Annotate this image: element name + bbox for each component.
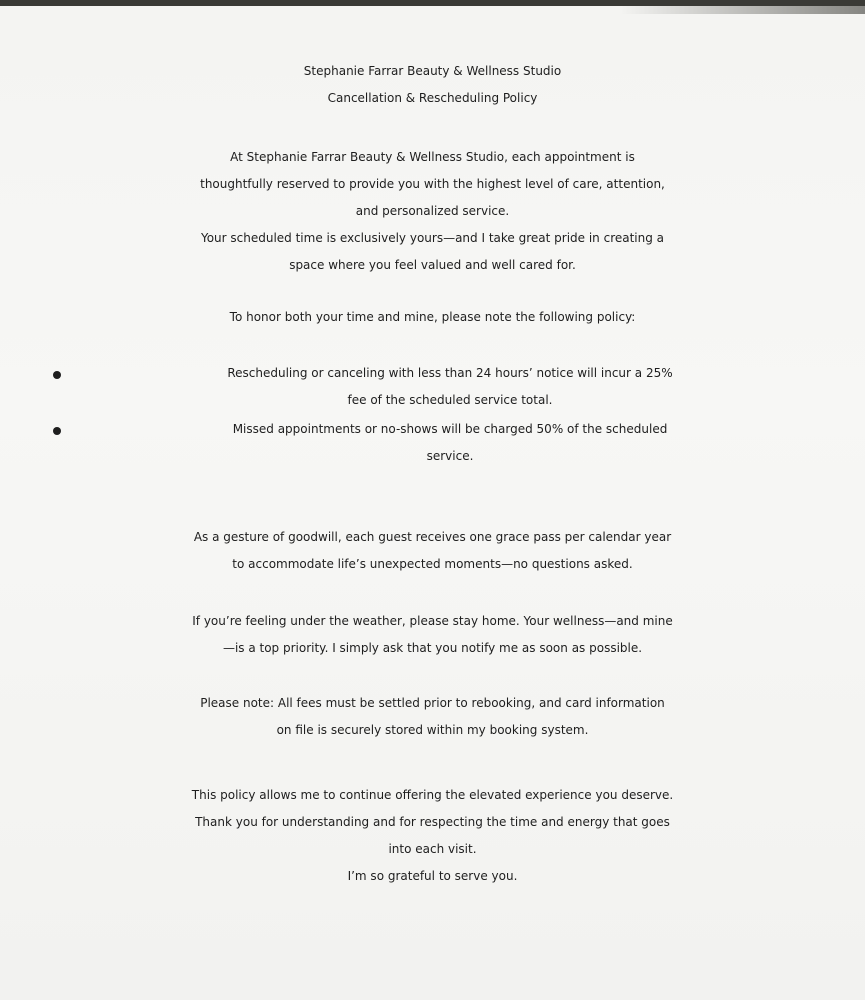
- bullet-line: Rescheduling or canceling with less than 24 hours’ notice will incur a 25%: [227, 366, 673, 380]
- policy-lead: [0, 304, 865, 331]
- fees-note-paragraph: [0, 690, 865, 744]
- policy-lead-text: To honor both your time and mine, please note the following policy:: [229, 310, 636, 324]
- closing-line: I’m so grateful to serve you.: [347, 869, 518, 883]
- intro-line: and personalized service.: [355, 204, 510, 218]
- illness-line: If you’re feeling under the weather, please stay home. Your wellness—and mine: [192, 614, 673, 628]
- closing-line: into each visit.: [388, 842, 477, 856]
- list-item: [0, 360, 865, 416]
- illness-paragraph: [0, 608, 865, 662]
- fees-note-line: on file is securely stored within my booking system.: [276, 723, 589, 737]
- intro-line: At Stephanie Farrar Beauty & Wellness Studio, each appointment is: [230, 150, 635, 164]
- bullet-icon: [53, 371, 61, 379]
- policy-sheet: [0, 6, 865, 1000]
- intro-line: thoughtfully reserved to provide you with the highest level of care, attention,: [200, 177, 665, 191]
- bullet-icon: [53, 427, 61, 435]
- paper-edge-shadow: [620, 6, 865, 14]
- bullet-line: fee of the scheduled service total.: [347, 393, 553, 407]
- grace-pass-paragraph: [0, 524, 865, 578]
- grace-line: As a gesture of goodwill, each guest receives one grace pass per calendar year: [193, 530, 672, 544]
- bullet-line: service.: [426, 449, 474, 463]
- intro-paragraph: [0, 144, 865, 279]
- list-item: [0, 416, 865, 472]
- closing-line: This policy allows me to continue offering the elevated experience you deserve.: [191, 788, 674, 802]
- fees-note-line: Please note: All fees must be settled prior to rebooking, and card information: [200, 696, 665, 710]
- intro-line: space where you feel valued and well cared for.: [289, 258, 576, 272]
- studio-name: Stephanie Farrar Beauty & Wellness Studio: [303, 64, 562, 78]
- policy-bullet-list: [0, 360, 865, 472]
- illness-line: —is a top priority. I simply ask that you notify me as soon as possible.: [222, 641, 643, 655]
- grace-line: to accommodate life’s unexpected moments—no questions asked.: [232, 557, 633, 571]
- intro-line: Your scheduled time is exclusively yours—and I take great pride in creating a: [200, 231, 665, 245]
- closing-line: Thank you for understanding and for respecting the time and energy that goes: [195, 815, 670, 829]
- policy-title: Cancellation & Rescheduling Policy: [327, 91, 538, 105]
- closing-paragraph: [0, 782, 865, 890]
- bullet-line: Missed appointments or no-shows will be charged 50% of the scheduled: [232, 422, 668, 436]
- document-header: [0, 58, 865, 112]
